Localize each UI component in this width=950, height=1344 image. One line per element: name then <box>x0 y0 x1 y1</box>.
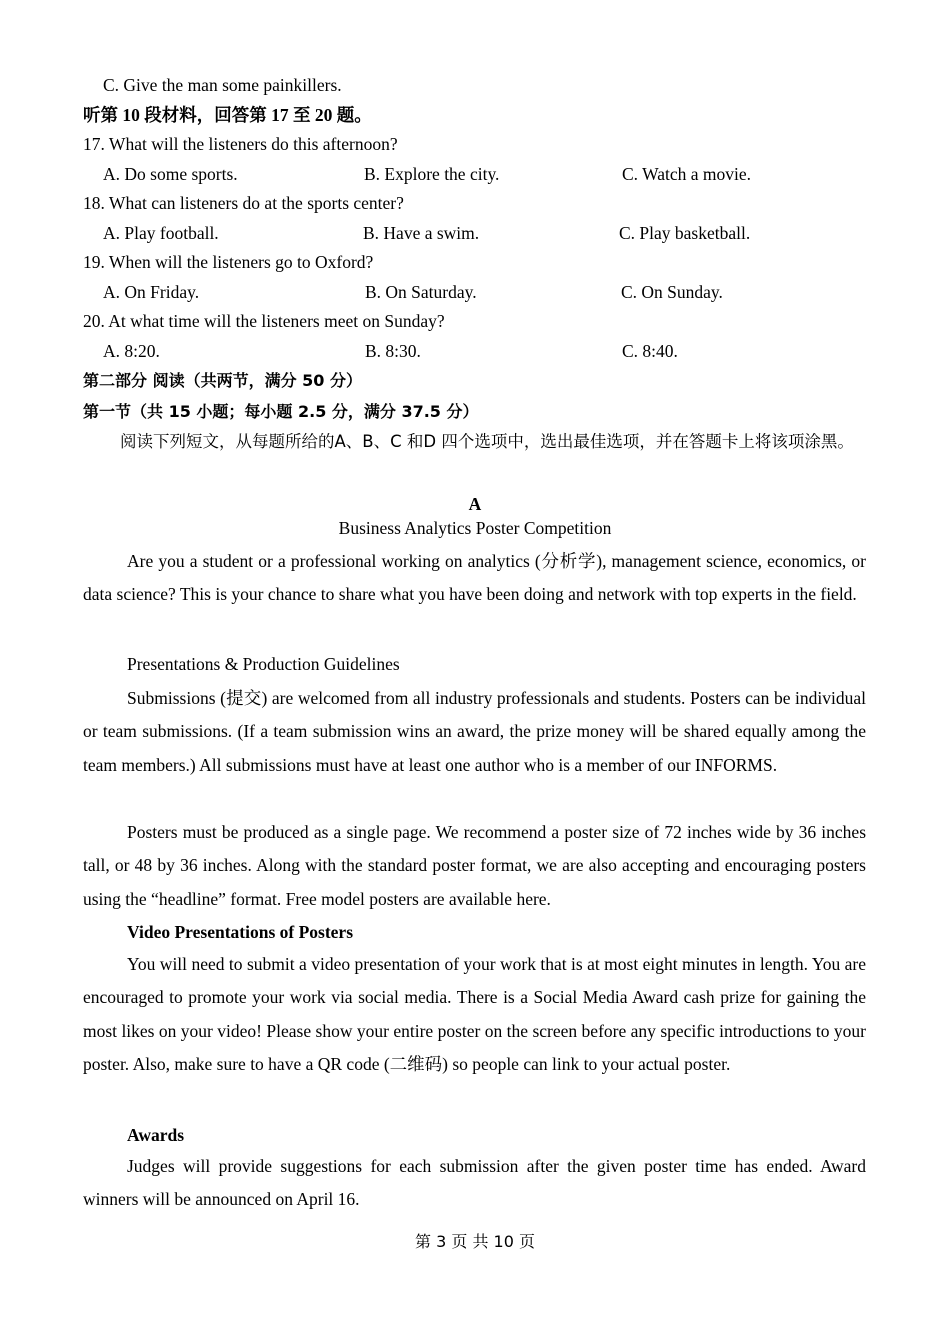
section1-heading: 第一节（共 15 小题；每小题 2.5 分，满分 37.5 分） <box>83 402 479 421</box>
question-stem: 20. At what time will the listeners meet on Sunday? <box>83 311 445 331</box>
option-c: C. Play basketball. <box>619 223 751 243</box>
option-b: B. Explore the city. <box>364 164 500 184</box>
paragraph-video: You will need to submit a video presentation of your work that is at most eight minutes in length. You are encouraged to promote your work via social media. There is a Social Media Award cash prize for gaining the most likes on your video! Please show your entire poster on the screen before any specific introductions to your poster. Also, make sure to have a QR code (二维码) so people can link to your actual poster. <box>83 954 866 1075</box>
option-c: C. On Sunday. <box>621 282 723 302</box>
section10-heading: 听第 10 段材料，回答第 17 至 20 题。 <box>83 105 372 125</box>
q16-option-c: C. Give the man some painkillers. <box>103 75 342 95</box>
option-b: B. On Saturday. <box>365 282 477 302</box>
paragraph-intro: Are you a student or a professional working on analytics (分析学), management science, economics, or data science? This is your chance to share what you have been doing and network with top experts in the field. <box>83 551 866 605</box>
option-b: B. Have a swim. <box>363 223 480 243</box>
part2-heading: 第二部分 阅读（共两节，满分 50 分） <box>83 371 362 390</box>
subheading-guidelines: Presentations & Production Guidelines <box>127 654 400 674</box>
reading-instructions: 阅读下列短文，从每题所给的A、B、C 和D 四个选项中，选出最佳选项，并在答题卡上将该项涂黑。 <box>120 432 854 451</box>
option-a: A. 8:20. <box>103 341 160 361</box>
subheading-video: Video Presentations of Posters <box>127 922 354 942</box>
option-b: B. 8:30. <box>365 341 421 361</box>
paragraph-awards: Judges will provide suggestions for each submission after the given poster time has ended. Award winners will be announced on April 16. <box>83 1156 866 1210</box>
paragraph-poster-format: Posters must be produced as a single page. We recommend a poster size of 72 inches wide by 36 inches tall, or 48 by 36 inches. Along with the standard poster format, we are also accepting and encouraging posters using the “headline” format. Free model posters are available here. <box>83 822 866 909</box>
subheading-awards: Awards <box>127 1125 185 1145</box>
passage-letter: A <box>468 494 482 514</box>
question-stem: 19. When will the listeners go to Oxford? <box>83 252 374 272</box>
option-a: A. On Friday. <box>103 282 200 302</box>
option-c: C. 8:40. <box>622 341 678 361</box>
paragraph-submissions: Submissions (提交) are welcomed from all industry professionals and students. Posters can be individual or team submissions. (If a team submission wins an award, the prize money will be shared equally among the team members.) All submissions must have at least one author who is a member of our INFORMS. <box>83 688 866 775</box>
question-stem: 17. What will the listeners do this afternoon? <box>83 134 398 154</box>
option-c: C. Watch a movie. <box>622 164 752 184</box>
option-a: A. Play football. <box>103 223 219 243</box>
question-stem: 18. What can listeners do at the sports center? <box>83 193 404 213</box>
option-a: A. Do some sports. <box>103 164 238 184</box>
page-footer: 第 3 页 共 10 页 <box>415 1232 535 1251</box>
passage-title: Business Analytics Poster Competition <box>338 518 612 538</box>
